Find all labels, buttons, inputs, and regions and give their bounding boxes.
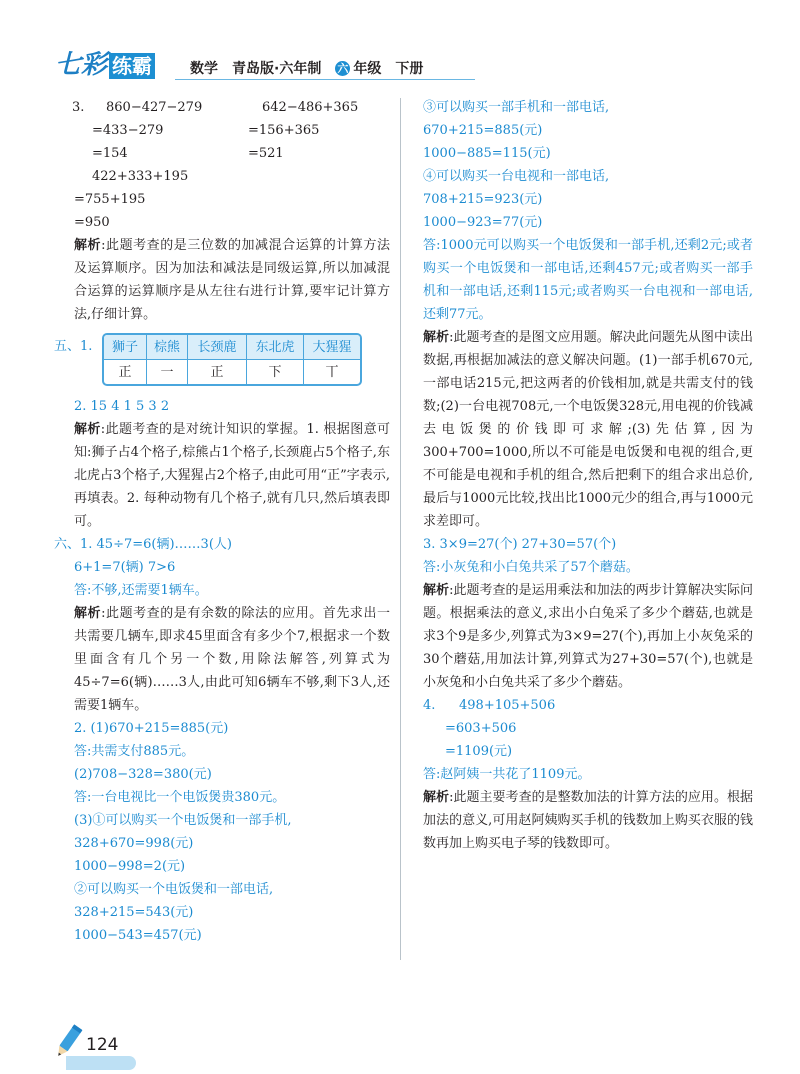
answer-line: ②可以购买一个电饭煲和一部电话,	[74, 882, 274, 897]
table-cell: 正	[104, 360, 147, 384]
column-divider	[400, 98, 401, 960]
answer-line: 2. (1)670+215=885(元)	[74, 721, 229, 736]
table-header-cell: 棕熊	[147, 335, 188, 360]
footer-bar	[66, 1056, 136, 1070]
calc-row: =603+506	[445, 721, 517, 736]
tally-table-block	[54, 329, 390, 389]
answer-line: 1000−543=457(元)	[74, 928, 202, 943]
right-column	[423, 96, 753, 855]
grade-badge: 六	[337, 62, 349, 75]
volume: 下册	[395, 61, 424, 77]
table-cell: 下	[247, 360, 304, 384]
table-header-cell: 长颈鹿	[188, 335, 247, 360]
analysis-paragraph: 解析:此题考查的是运用乘法和加法的两步计算解决实际问题。根据乘法的意义,求出小白兔采了多少个蘑菇,也就是求3个9是多少,列算式为3×9=27(个),再加上小灰兔采的30个蘑菇,用加法计算,列算式为27+30=57(个),也就是小灰兔和小白兔共采了多少个蘑菇。	[423, 583, 753, 690]
edition: 青岛版·六年制	[232, 61, 322, 77]
left-column	[54, 96, 390, 947]
answer-line: 答:小灰兔和小白兔共采了57个蘑菇。	[423, 560, 639, 575]
calc-row: 4. 498+105+506	[423, 698, 556, 713]
subject: 数学	[190, 61, 218, 77]
analysis-paragraph: 解析:此题考查的是对统计知识的掌握。1. 根据图意可知:狮子占4个格子,棕熊占1个格子,长颈鹿占5个格子,东北虎占3个格子,大猩猩占2个格子,由此可用“正”字表示,再填表。2. 每种动物有几个格子,就有几只,然后填表即可。	[74, 422, 390, 529]
table-cell: 正	[188, 360, 247, 384]
answer-line: 答:赵阿姨一共花了1109元。	[423, 767, 591, 782]
answer-line: (3)①可以购买一个电饭煲和一部手机,	[74, 813, 292, 828]
table-header-cell: 东北虎	[247, 335, 304, 360]
calc-row: =154 =521	[92, 146, 284, 161]
answer-line: 答:共需支付885元。	[74, 744, 195, 759]
header-rule	[175, 79, 475, 80]
answer-line: 六、1. 45÷7=6(辆)……3(人)	[54, 537, 232, 552]
answer-line: 670+215=885(元)	[423, 123, 543, 138]
calc-row: =433−279 =156+365	[92, 123, 320, 138]
answer-line: ③可以购买一部手机和一部电话,	[423, 100, 610, 115]
answer-line: 答:一台电视比一个电饭煲贵380元。	[74, 790, 286, 805]
calc-row: =950	[74, 215, 110, 230]
answer-line: ④可以购买一台电视和一部电话,	[423, 169, 610, 184]
table-header-cell: 狮子	[104, 335, 147, 360]
answer-line: (2)708−328=380(元)	[74, 767, 212, 782]
answer-line: 328+215=543(元)	[74, 905, 194, 920]
answer-line: 1000−998=2(元)	[74, 859, 186, 874]
table-cell: 一	[147, 360, 188, 384]
answer-line: 6+1=7(辆) 7>6	[74, 560, 176, 575]
page-number: 124	[86, 1035, 119, 1055]
table-header-cell: 大猩猩	[304, 335, 360, 360]
book-subject-line: 数学 青岛版·六年制 六 年级 下册	[190, 61, 424, 77]
answer-line: 708+215=923(元)	[423, 192, 543, 207]
answer-line: 2. 15 4 1 5 3 2	[74, 399, 170, 414]
analysis-paragraph: 解析:此题考查的是图文应用题。解决此问题先从图中读出数据,再根据加减法的意义解决问题。(1)一部手机670元,一部电话215元,把这两者的价钱相加,就是共需支付的钱数;(2)一台电视708元,一个电饭煲328元,用电视的价钱减去电饭煲的价钱即可求解;(3)先估算,因为300+700=1000,所以不可能是电饭煲和电视的组合,更不可能是电视和手机的组合,然后把剩下的组合求出总价,最后与1000元比较,找出比1000元少的组合,再与1000元求差即可。	[423, 330, 753, 529]
analysis-paragraph: 解析:此题考查的是有余数的除法的应用。首先求出一共需要几辆车,即求45里面含有多少个7,根据求一个数里面含有几个另一个数,用除法解答,列算式为45÷7=6(辆)……3人,由此可知6辆车不够,剩下3人,还需要1辆车。	[74, 606, 390, 713]
tally-table	[102, 333, 362, 386]
answer-line: 1000−923=77(元)	[423, 215, 543, 230]
answer-line: 答:不够,还需要1辆车。	[74, 583, 208, 598]
calc-row: 3. 860−427−279 642−486+365	[72, 100, 359, 115]
calc-row: =755+195	[74, 192, 146, 207]
section-label: 五、1.	[54, 339, 93, 354]
calc-row: 422+333+195	[92, 169, 189, 184]
analysis-paragraph: 解析:此题考查的是三位数的加减混合运算的计算方法及运算顺序。因为加法和减法是同级运算,所以加减混合运算的运算顺序是从左往右进行计算,要牢记计算方法,仔细计算。	[74, 238, 390, 322]
answer-line: 1000−885=115(元)	[423, 146, 551, 161]
page-header	[0, 0, 800, 100]
answer-line: 328+670=998(元)	[74, 836, 194, 851]
table-cell: 丅	[325, 364, 339, 380]
brand-logo: 七彩 练霸	[55, 44, 155, 81]
answer-paragraph: 答:1000元可以购买一个电饭煲和一部手机,还剩2元;或者购买一个电饭煲和一部电话,还剩457元;或者购买一部手机和一部电话,还剩115元;或者购买一台电视和一部电话,还剩77元。	[423, 238, 753, 322]
analysis-paragraph: 解析:此题主要考查的是整数加法的计算方法的应用。根据加法的意义,可用赵阿姨购买手机的钱数加上购买衣服的钱数再加上购买电子琴的钱数即可。	[423, 790, 753, 851]
calc-row: =1109(元)	[445, 744, 513, 759]
answer-line: 3. 3×9=27(个) 27+30=57(个)	[423, 537, 617, 552]
